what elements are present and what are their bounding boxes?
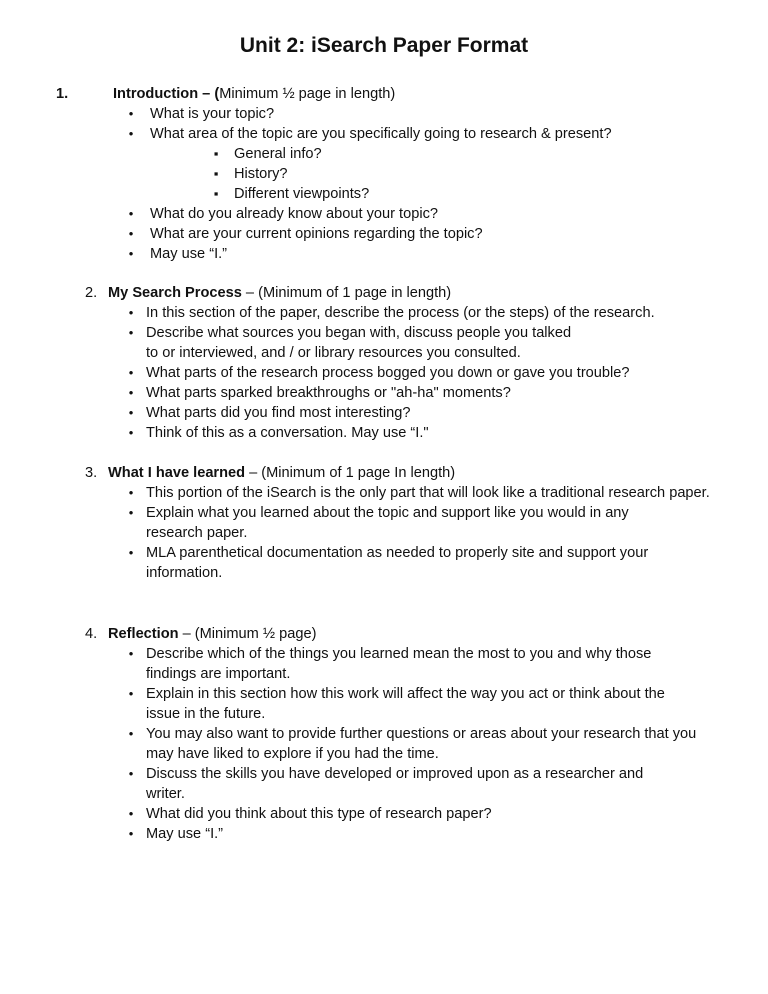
bullet-icon	[127, 483, 135, 503]
section-title: Reflection – (Minimum ½ page)	[108, 626, 317, 642]
section-heading	[0, 624, 768, 644]
square-bullet-icon	[212, 164, 220, 184]
list-item: • What parts did you find most interesting?	[0, 403, 768, 423]
list-item: • Explain in this section how this work will affect the way you act or think about the issue in the future.	[0, 684, 768, 724]
list-item: • Discuss the skills you have developed or improved upon as a researcher and writer.	[0, 764, 768, 804]
list-item: • May use “I.”	[0, 824, 768, 844]
section-what-i-learned	[0, 463, 768, 583]
section-number: 4.	[85, 626, 98, 642]
square-bullet-icon	[212, 144, 220, 164]
section-heading	[0, 84, 768, 104]
bullet-icon	[127, 403, 135, 423]
list-item: • You may also want to provide further questions or areas about your research that you may have liked to explore if you had the time.	[0, 724, 768, 764]
list-item: • What is your topic?	[0, 104, 768, 124]
bullet-icon	[127, 423, 135, 443]
list-item: • What parts sparked breakthroughs or "ah-ha" moments?	[0, 383, 768, 403]
bullet-list	[0, 104, 768, 264]
section-heading	[0, 463, 768, 483]
section-title: What I have learned – (Minimum of 1 page In length)	[108, 465, 456, 481]
section-title: My Search Process – (Minimum of 1 page in length)	[108, 285, 452, 301]
list-item: • Explain what you learned about the topic and support like you would in any research paper.	[0, 503, 768, 543]
list-item: • Describe what sources you began with, discuss people you talked to or interviewed, and / or library resources you consulted.	[0, 323, 768, 363]
list-item: • Describe which of the things you learned mean the most to you and why those findings are important.	[0, 644, 768, 684]
bullet-icon	[127, 204, 135, 224]
bullet-icon	[127, 363, 135, 383]
bullet-icon	[127, 383, 135, 403]
section-requirement: – (Minimum of 1 page In length)	[245, 465, 456, 481]
bullet-list	[0, 483, 768, 583]
section-number: 1.	[56, 86, 69, 102]
list-item: • What do you already know about your topic?	[0, 204, 768, 224]
bullet-icon	[127, 644, 135, 664]
section-requirement: – (Minimum ½ page)	[178, 626, 317, 642]
section-reflection	[0, 624, 768, 844]
list-item: • This portion of the iSearch is the only part that will look like a traditional research paper.	[0, 483, 768, 503]
bullet-icon	[127, 503, 135, 523]
section-heading	[0, 283, 768, 303]
list-item: • What area of the topic are you specifically going to research & present?	[0, 124, 768, 144]
bullet-icon	[127, 323, 135, 343]
list-item: • May use “I.”	[0, 244, 768, 264]
bullet-icon	[127, 543, 135, 563]
section-number: 2.	[85, 285, 98, 301]
section-requirement: – (Minimum of 1 page in length)	[241, 285, 452, 301]
list-item: • What did you think about this type of research paper?	[0, 804, 768, 824]
sub-list-item: ▪ General info?	[0, 144, 768, 164]
list-item: • In this section of the paper, describe the process (or the steps) of the research.	[0, 303, 768, 323]
page-title: Unit 2: iSearch Paper Format	[239, 34, 529, 57]
bullet-icon	[127, 224, 135, 244]
bullet-icon	[127, 244, 135, 264]
section-search-process	[0, 283, 768, 443]
section-requirement: Minimum ½ page in length)	[219, 86, 396, 102]
bullet-icon	[127, 303, 135, 323]
bullet-icon	[127, 684, 135, 704]
section-introduction	[0, 84, 768, 264]
list-item: • What are your current opinions regarding the topic?	[0, 224, 768, 244]
bullet-icon	[127, 104, 135, 124]
sub-list-item: ▪ Different viewpoints?	[0, 184, 768, 204]
bullet-list	[0, 303, 768, 443]
bullet-icon	[127, 764, 135, 784]
bullet-icon	[127, 124, 135, 144]
sub-list-item: ▪ History?	[0, 164, 768, 184]
section-title: Introduction – (Minimum ½ page in length)	[113, 86, 396, 102]
list-item: • MLA parenthetical documentation as needed to properly site and support your information.	[0, 543, 768, 583]
square-bullet-icon	[212, 184, 220, 204]
list-item: • Think of this as a conversation. May use “I."	[0, 423, 768, 443]
bullet-icon	[127, 824, 135, 844]
section-number: 3.	[85, 465, 98, 481]
bullet-icon	[127, 804, 135, 824]
bullet-icon	[127, 724, 135, 744]
bullet-list	[0, 644, 768, 844]
list-item: • What parts of the research process bogged you down or gave you trouble?	[0, 363, 768, 383]
